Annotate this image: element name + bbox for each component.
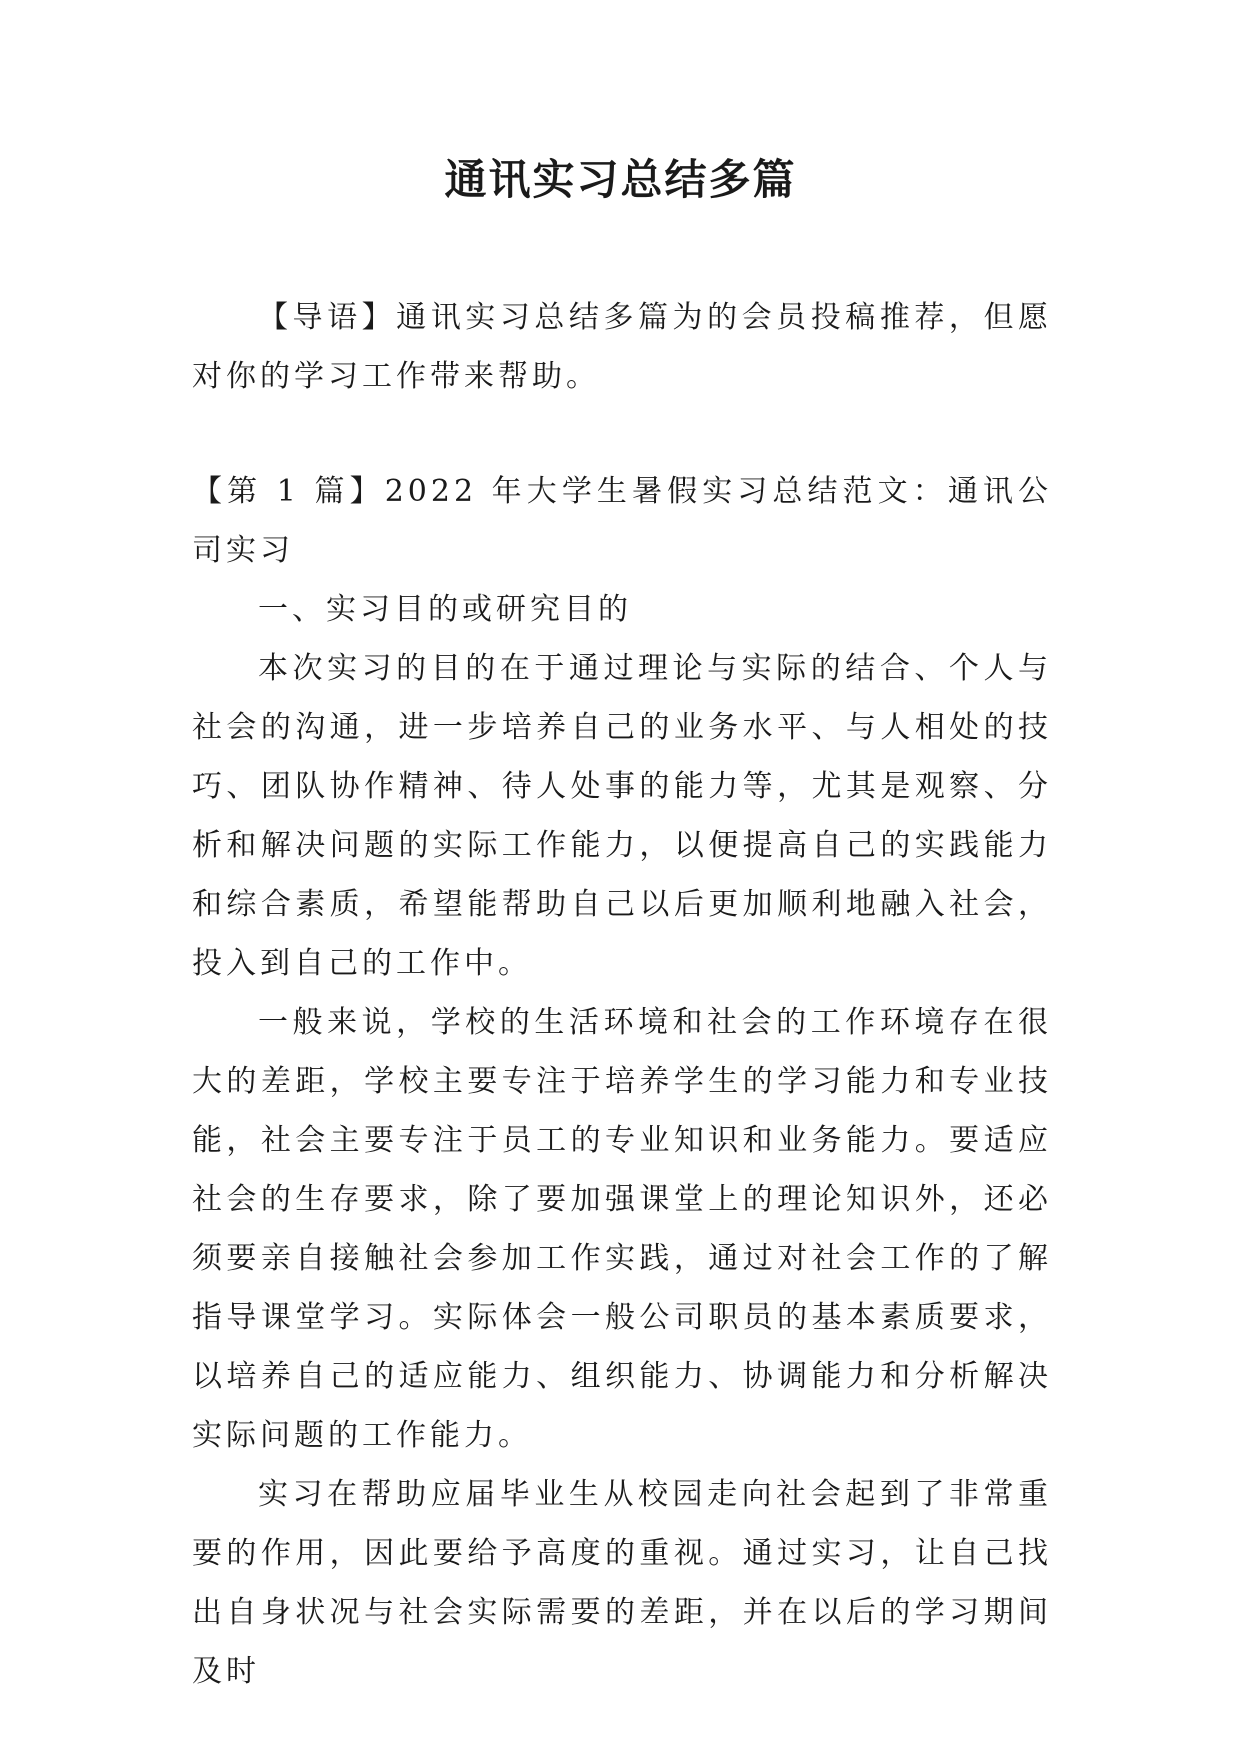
body-paragraph: 本次实习的目的在于通过理论与实际的结合、个人与社会的沟通，进一步培养自己的业务水平、与人相处的技巧、团队协作精神、待人处事的能力等，尤其是观察、分析和解决问题的实际工作能力，以便提高自己的实践能力和综合素质，希望能帮助自己以后更加顺利地融入社会，投入到自己的工作中。 — [192, 651, 1052, 981]
document-title: 通讯实习总结多篇 — [444, 155, 797, 204]
body-paragraph: 一般来说，学校的生活环境和社会的工作环境存在很大的差距，学校主要专注于培养学生的学习能力和专业技能，社会主要专注于员工的专业知识和业务能力。要适应社会的生存要求，除了要加强课堂上的理论知识外，还必须要亲自接触社会参加工作实践，通过对社会工作的了解指导课堂学习。实际体会一般公司职员的基本素质要求，以培养自己的适应能力、组织能力、协调能力和分析解决实际问题的工作能力。 — [192, 1005, 1052, 1453]
body-paragraph: 实习在帮助应届毕业生从校园走向社会起到了非常重要的作用，因此要给予高度的重视。通过实习，让自己找出自身状况与社会实际需要的差距，并在以后的学习期间及时 — [192, 1477, 1052, 1689]
lead-paragraph: 【导语】通讯实习总结多篇为的会员投稿推荐，但愿对你的学习工作带来帮助。 — [192, 300, 1052, 394]
chapter-heading: 【第 1 篇】2022 年大学生暑假实习总结范文：通讯公司实习 — [192, 474, 1052, 568]
chapter-section — [192, 462, 1052, 1701]
section-heading: 一、实习目的或研究目的 — [258, 592, 632, 627]
